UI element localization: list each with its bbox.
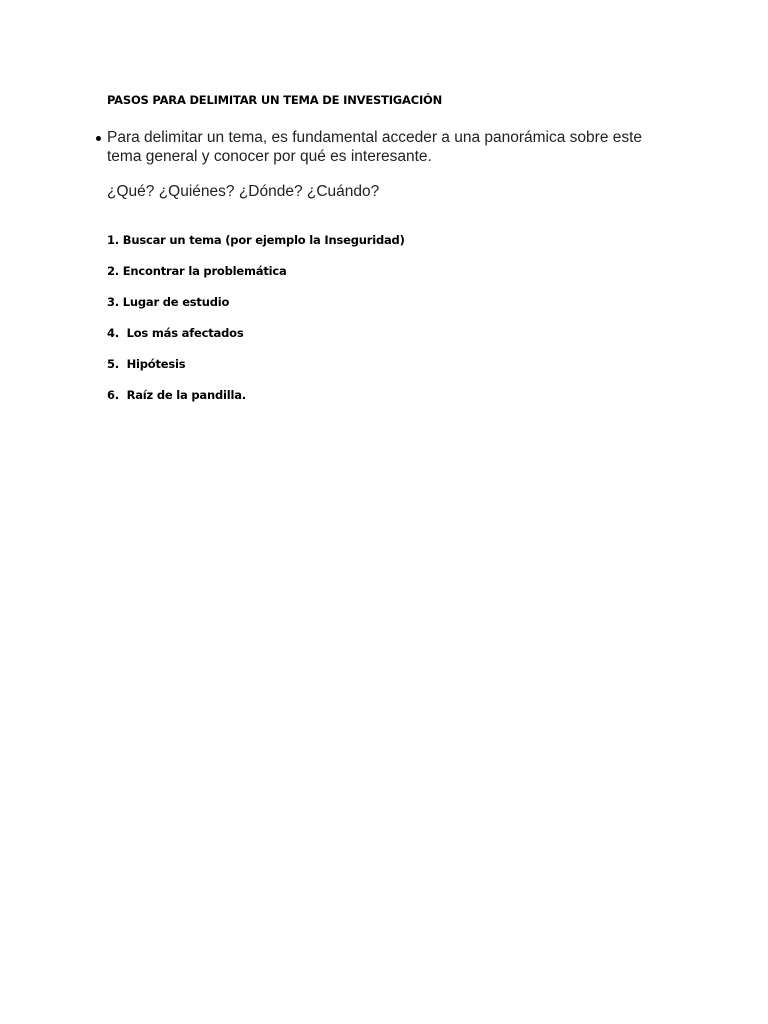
bullet-dot-icon — [96, 136, 101, 141]
document-title: PASOS PARA DELIMITAR UN TEMA DE INVESTIGACIÓN — [107, 93, 443, 107]
step-item: 6. Raíz de la pandilla. — [107, 388, 246, 402]
step-item: 4. Los más afectados — [107, 326, 244, 340]
bullet-text: Para delimitar un tema, es fundamental acceder a una panorámica sobre este tema general y conocer por qué es interesante. — [107, 129, 643, 165]
guiding-questions: ¿Qué? ¿Quiénes? ¿Dónde? ¿Cuándo? — [107, 183, 380, 200]
step-item: 5. Hipótesis — [107, 357, 186, 371]
step-item: 1. Buscar un tema (por ejemplo la Inseguridad) — [107, 233, 405, 247]
step-item: 2. Encontrar la problemática — [107, 264, 287, 278]
steps-list — [107, 232, 405, 418]
step-item: 3. Lugar de estudio — [107, 295, 230, 309]
